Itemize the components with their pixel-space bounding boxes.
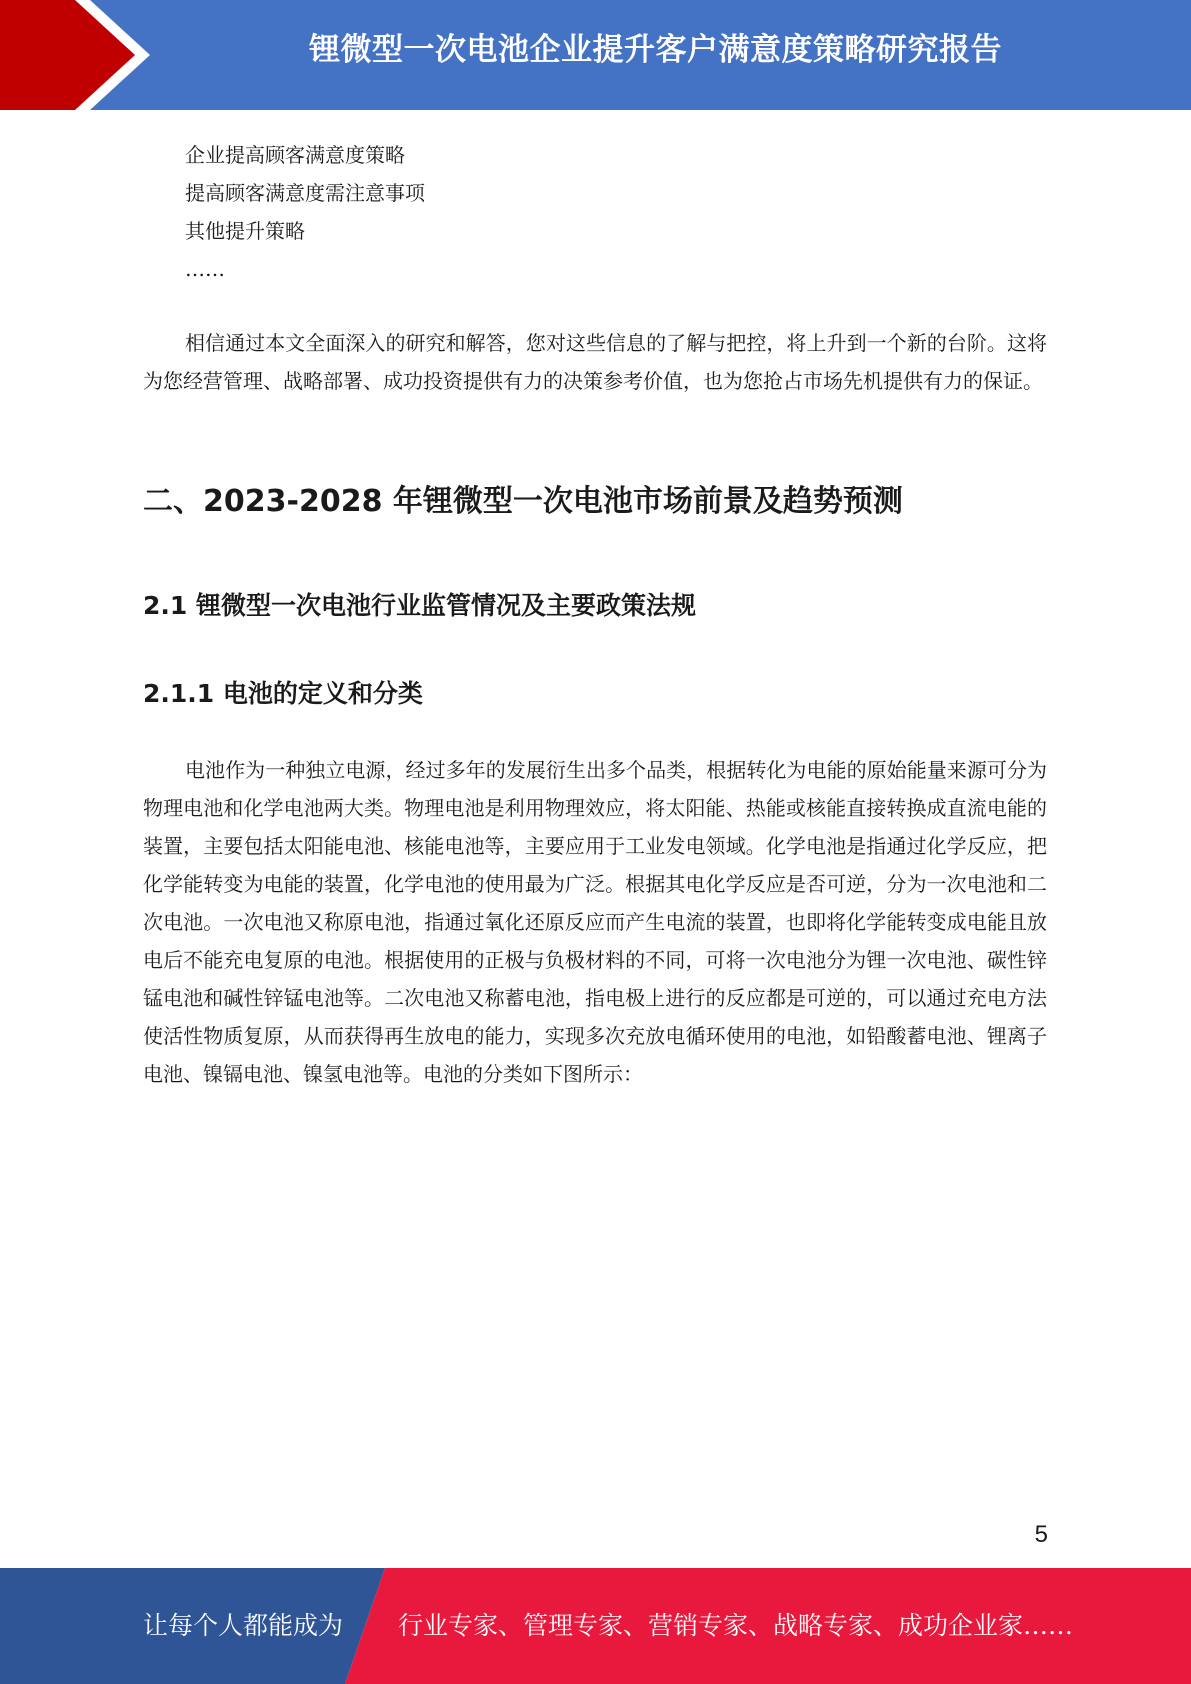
- toc-item: 其他提升策略: [185, 219, 305, 243]
- toc-item: ……: [185, 257, 225, 281]
- intro-paragraph: 相信通过本文全面深入的研究和解答，您对这些信息的了解与把控，将上升到一个新的台阶。这将为您经营管理、战略部署、成功投资提供有力的决策参考价值，也为您抢占市场先机提供有力的保证。: [143, 331, 1047, 393]
- subsection-heading: 2.1 锂微型一次电池行业监管情况及主要政策法规: [143, 591, 696, 620]
- body-paragraph: 电池作为一种独立电源，经过多年的发展衍生出多个品类，根据转化为电能的原始能量来源可分为物理电池和化学电池两大类。物理电池是利用物理效应，将太阳能、热能或核能直接转换成直流电能的装置，主要包括太阳能电池、核能电池等，主要应用于工业发电领域。化学电池是指通过化学反应，把化学能转变为电能的装置，化学电池的使用最为广泛。根据其电化学反应是否可逆，分为一次电池和二次电池。一次电池又称原电池，指通过氧化还原反应而产生电流的装置，也即将化学能转变成电能且放电后不能充电复原的电池。根据使用的正极与负极材料的不同，可将一次电池分为锂一次电池、碳性锌锰电池和碱性锌锰电池等。二次电池又称蓄电池，指电极上进行的反应都是可逆的，可以通过充电方法使活性物质复原，从而获得再生放电的能力，实现多次充放电循环使用的电池，如铅酸蓄电池、锂离子电池、镍镉电池、镍氢电池等。电池的分类如下图所示：: [143, 758, 1047, 1086]
- footer-slogan-right: 行业专家、管理专家、营销专家、战略专家、成功企业家……: [398, 1611, 1074, 1640]
- report-title: 锂微型一次电池企业提升客户满意度策略研究报告: [309, 32, 1002, 68]
- toc-item: 提高顾客满意度需注意事项: [185, 181, 425, 205]
- page-footer: [0, 1568, 1191, 1684]
- toc-item: 企业提高顾客满意度策略: [185, 143, 405, 167]
- toc-list: [185, 136, 425, 288]
- subsubsection-heading: 2.1.1 电池的定义和分类: [143, 679, 423, 708]
- page-number: 5: [1034, 1521, 1048, 1548]
- report-header: [0, 0, 1191, 110]
- section-heading: 二、2023-2028 年锂微型一次电池市场前景及趋势预测: [143, 484, 903, 519]
- footer-slogan-left: 让每个人都能成为: [143, 1611, 344, 1640]
